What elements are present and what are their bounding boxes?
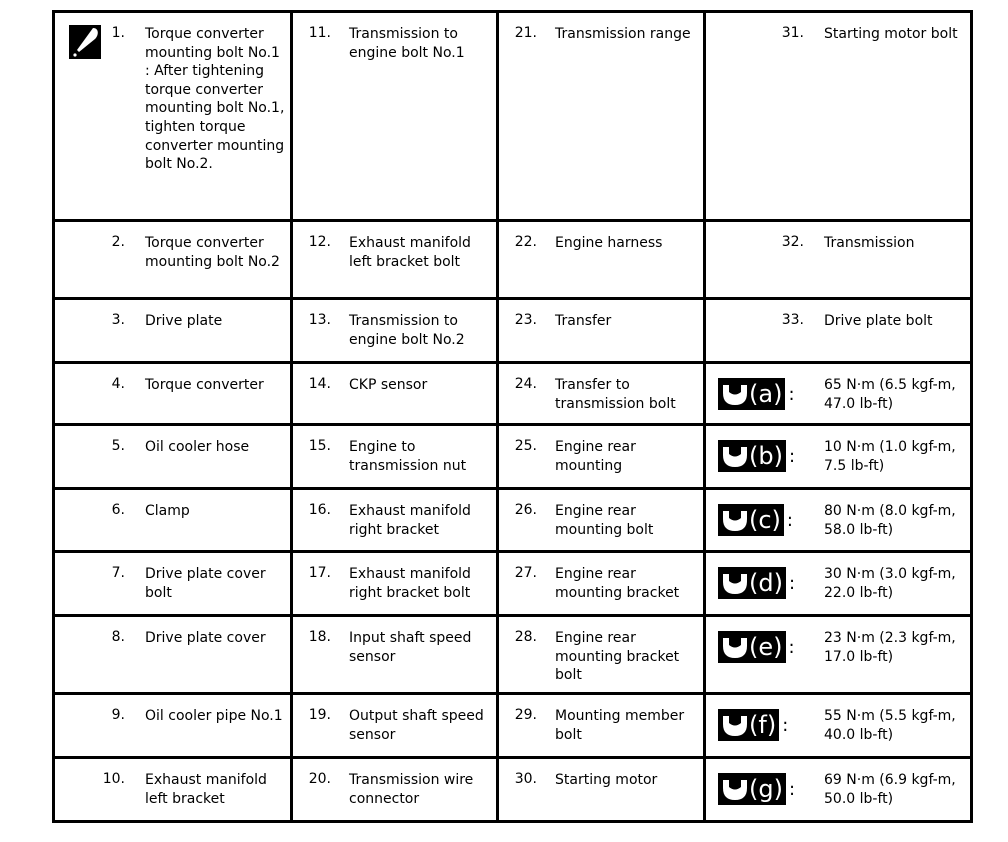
item-description: 23 N·m (2.3 kgf-m, 17.0 lb-ft) [824,630,956,665]
item-number: 29. [514,707,537,723]
table-row [54,489,972,552]
legend-cell [498,12,705,221]
legend-cell [705,12,972,221]
colon: : [788,383,795,405]
table-row [54,299,972,363]
item-number: 25. [514,438,537,454]
item-description: Drive plate [145,313,223,329]
item-number: 18. [308,629,331,645]
item-description: 30 N·m (3.0 kgf-m, 22.0 lb-ft) [824,566,956,601]
legend-cell [54,489,292,552]
item-description: Drive plate cover [145,630,266,646]
legend-cell [54,425,292,489]
item-number: 15. [308,438,331,454]
wrench-icon [721,443,749,469]
item-description: Engine rear mounting bracket [555,566,680,601]
item-description: Transfer [555,313,612,329]
legend-cell [498,425,705,489]
wrench-icon [721,776,749,802]
wrench-icon [721,634,749,660]
item-number: 14. [308,376,331,392]
table-row [54,363,972,425]
colon: : [788,636,795,658]
item-description: Drive plate bolt [824,313,933,329]
item-description: Transmission range [555,26,691,42]
torque-letter: (c) [749,506,781,534]
legend-cell [705,425,972,489]
item-description: Transmission to engine bolt No.1 [349,26,465,61]
torque-spec-label [718,567,795,599]
legend-cell [292,758,498,822]
item-description: Transfer to transmission bolt [555,377,676,412]
parts-legend-table [52,10,973,823]
legend-cell [498,299,705,363]
item-description: Engine to transmission nut [349,439,467,474]
legend-cell [498,363,705,425]
torque-letter: (f) [749,711,777,739]
item-description: CKP sensor [349,377,428,393]
item-number: 4. [111,376,125,392]
legend-cell [54,363,292,425]
item-number: 1. [111,25,125,41]
colon: : [788,445,796,467]
legend-cell [54,221,292,299]
item-number: 13. [308,312,331,328]
legend-cell [498,616,705,694]
legend-cell [54,616,292,694]
legend-cell [498,694,705,758]
legend-cell [705,299,972,363]
legend-cell [705,552,972,616]
legend-cell [292,12,498,221]
legend-cell [292,489,498,552]
legend-cell [498,758,705,822]
item-number: 6. [111,502,125,518]
item-description: Oil cooler hose [145,439,250,455]
legend-cell [705,489,972,552]
torque-letter: (d) [749,569,783,597]
legend-cell [705,758,972,822]
item-description: Exhaust manifold right bracket [349,503,471,538]
wrench-icon [721,507,749,533]
item-number: 32. [781,234,804,250]
wrench-icon [721,570,749,596]
item-number: 8. [111,629,125,645]
torque-spec-label [718,773,795,805]
item-number: 30. [514,771,537,787]
item-number: 23. [514,312,537,328]
item-description: Input shaft speed sensor [349,630,472,665]
item-number: 9. [111,707,125,723]
item-description: Mounting member bolt [555,708,685,743]
colon: : [788,572,796,594]
item-description: Transmission [824,235,915,251]
item-description: Transmission to engine bolt No.2 [349,313,465,348]
item-number: 10. [102,771,125,787]
item-number: 12. [308,234,331,250]
legend-cell [705,221,972,299]
item-description: 80 N·m (8.0 kgf-m, 58.0 lb-ft) [824,503,956,538]
item-description: 65 N·m (6.5 kgf-m, 47.0 lb-ft) [824,377,956,412]
item-description: Clamp [145,503,190,519]
item-description: 69 N·m (6.9 kgf-m, 50.0 lb-ft) [824,772,956,807]
legend-cell [292,694,498,758]
table-row [54,758,972,822]
item-number: 28. [514,629,537,645]
item-number: 31. [781,25,804,41]
torque-letter: (a) [749,380,783,408]
item-number: 21. [514,25,537,41]
legend-cell [705,616,972,694]
item-description: Exhaust manifold left bracket [145,772,267,807]
item-description: Transmission wire connector [349,772,474,807]
table-row [54,425,972,489]
item-description: Exhaust manifold right bracket bolt [349,566,471,601]
item-description: Engine rear mounting [555,439,636,474]
item-description: Engine rear mounting bracket bolt [555,630,680,684]
item-description: Starting motor [555,772,658,788]
table-row [54,221,972,299]
item-number: 5. [111,438,125,454]
table-row [54,616,972,694]
item-number: 11. [308,25,331,41]
item-number: 22. [514,234,537,250]
legend-cell [54,299,292,363]
table-row [54,12,972,221]
item-description: 10 N·m (1.0 kgf-m, 7.5 lb-ft) [824,439,956,474]
torque-letter: (g) [749,775,783,803]
torque-spec-label [718,631,795,663]
item-description: 55 N·m (5.5 kgf-m, 40.0 lb-ft) [824,708,956,743]
item-description: Exhaust manifold left bracket bolt [349,235,471,270]
torque-spec-label [718,504,793,536]
item-description: Engine harness [555,235,663,251]
legend-cell [705,363,972,425]
item-description: Torque converter mounting bolt No.1 : After tightening torque converter mounting bolt No.1, tighten torque converter mounting bolt No.2. [145,26,285,173]
table-row [54,552,972,616]
item-description: Torque converter mounting bolt No.2 [145,235,280,270]
legend-cell [292,616,498,694]
item-number: 19. [308,707,331,723]
legend-cell [54,694,292,758]
legend-cell [292,299,498,363]
item-number: 24. [514,376,537,392]
torque-letter: (b) [749,442,783,470]
item-number: 26. [514,502,537,518]
legend-cell [54,552,292,616]
item-description: Engine rear mounting bolt [555,503,654,538]
item-number: 2. [111,234,125,250]
torque-spec-label [718,709,788,741]
legend-cell [498,221,705,299]
item-number: 20. [308,771,331,787]
colon: : [782,714,789,736]
item-description: Oil cooler pipe No.1 [145,708,283,724]
item-number: 27. [514,565,537,581]
legend-cell [292,221,498,299]
item-description: Starting motor bolt [824,26,958,42]
item-description: Torque converter [145,377,264,393]
torque-spec-label [718,378,795,410]
legend-cell [498,489,705,552]
item-number: 33. [781,312,804,328]
table-row [54,694,972,758]
item-number: 17. [308,565,331,581]
colon: : [786,509,793,531]
legend-cell [292,425,498,489]
item-number: 7. [111,565,125,581]
colon: : [788,778,796,800]
item-number: 16. [308,502,331,518]
wrench-icon [721,712,749,738]
item-number: 3. [111,312,125,328]
legend-cell [292,552,498,616]
legend-cell [292,363,498,425]
torque-spec-label [718,440,795,472]
item-description: Output shaft speed sensor [349,708,484,743]
legend-cell [705,694,972,758]
legend-cell [498,552,705,616]
wrench-icon [721,381,749,407]
legend-cell [54,758,292,822]
torque-letter: (e) [749,633,783,661]
legend-cell [54,12,292,221]
item-description: Drive plate cover bolt [145,566,266,601]
